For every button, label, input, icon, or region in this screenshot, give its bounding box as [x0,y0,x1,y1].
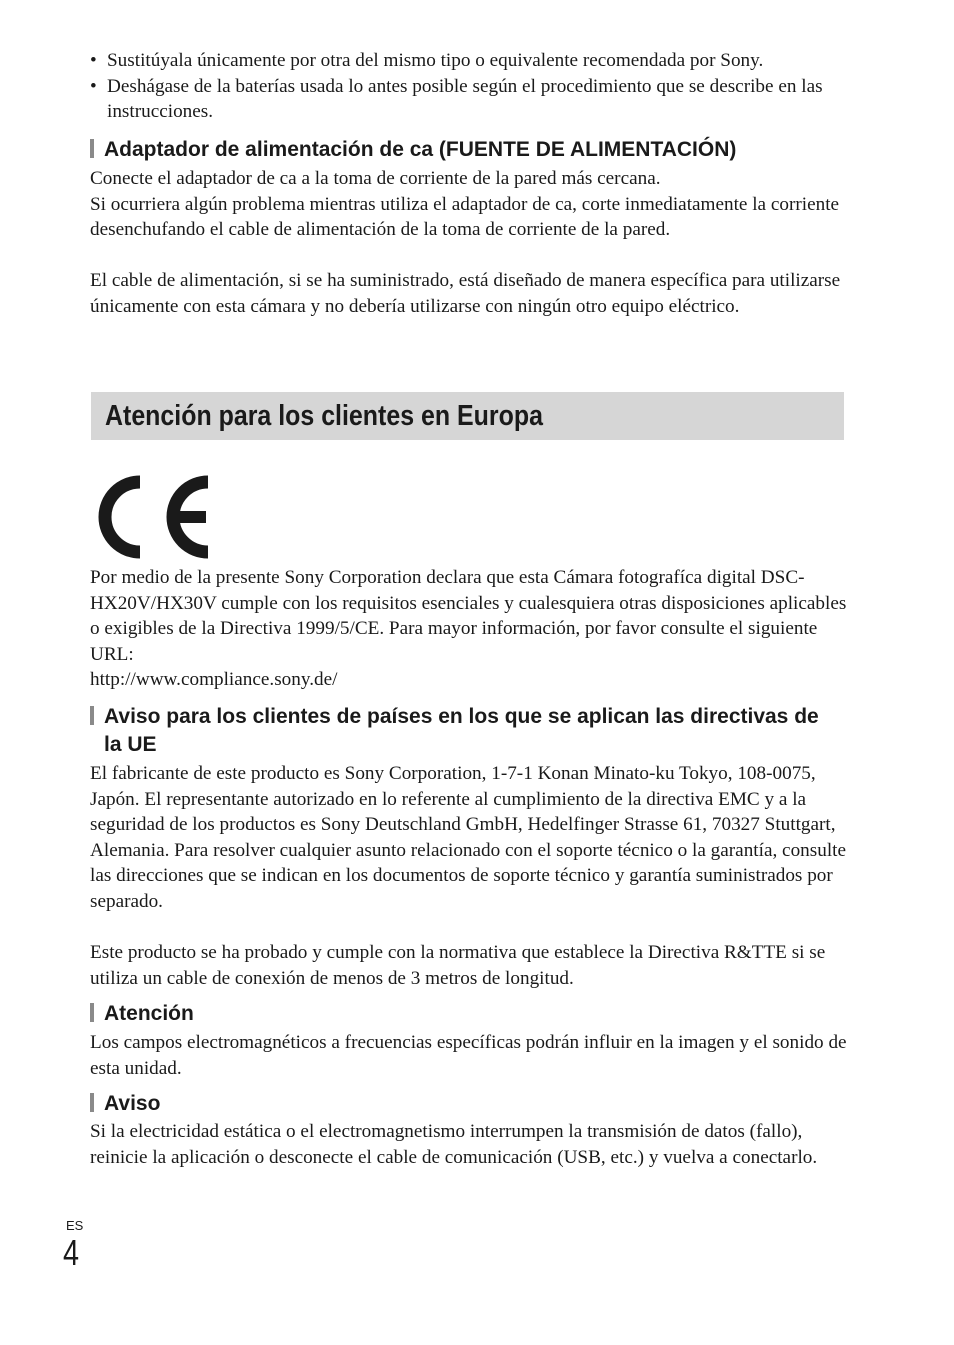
notice-heading-text: Aviso [104,1092,161,1115]
heading-bar-icon [90,1093,94,1112]
attention-heading [90,1000,194,1028]
attention-heading-text: Atención [104,1002,194,1025]
notice-text: Si la electricidad estática o el electromagnetismo interrumpen la transmisión de datos (fallo), reinicie la aplicación o desconecte el cable de comunicación (USB, etc.) y vuelva a conectarlo. [90,1121,818,1168]
adapter-paragraph-2: El cable de alimentación, si se ha suministrado, está diseñado de manera específica para utilizarse únicamente con esta cámara y no debería utilizarse con ningún otro equipo eléctrico. [90,270,841,317]
eu-notice-heading [90,703,824,759]
adapter-line-2: Si ocurriera algún problema mientras utiliza el adaptador de ca, corte inmediatamente la corriente desenchufando el cable de alimentación de la toma de corriente de la pared. [90,193,840,241]
bullet-item [90,48,850,74]
adapter-paragraph-1 [90,166,850,243]
bullet-dot-icon: • [90,50,97,71]
bullet-dot-icon: • [90,75,97,97]
adapter-line-1: Conecte el adaptador de ca a la toma de corriente de la pared más cercana. [90,168,661,189]
bullet-item [90,74,850,125]
page-number: 4 [63,1232,80,1273]
notice-heading [90,1090,160,1118]
adapter-heading [90,136,884,164]
declaration-paragraph [90,565,850,693]
language-code: ES [66,1218,84,1233]
europe-title: Atención para los clientes en Europa [105,400,543,432]
europe-banner [91,392,844,440]
eu-notice-paragraph-1: El fabricante de este producto es Sony Corporation, 1-7-1 Konan Minato-ku Tokyo, 108-0075, Japón. El representante autorizado en lo referente al cumplimiento de la directiva EMC y a la seguridad de los productos es Sony Deutschland GmbH, Hedelfinger Strasse 61, 70327 Stuttgart, Alemania. Para resolver cualquier asunto relacionado con el soporte técnico o la garantía, consulte las direcciones que se indican en los documentos de soporte técnico y garantía suministrados por separado. [90,763,847,912]
declaration-text: Por medio de la presente Sony Corporation declara que esta Cámara fotografíca digital DSC-HX20V/HX30V cumple con los requisitos esenciales y cualesquiera otras disposiciones aplicables o exigibles de la Directiva 1999/5/CE. Para mayor información, por favor consulte el siguiente URL: [90,567,847,665]
compliance-url: http://www.compliance.sony.de/ [90,669,338,691]
heading-bar-icon [90,706,94,725]
attention-text: Los campos electromagnéticos a frecuencias específicas podrán influir en la imagen y el sonido de esta unidad. [90,1032,847,1079]
eu-notice-paragraph-2: Este producto se ha probado y cumple con la normativa que establece la Directiva R&TTE si se utiliza un cable de conexión de menos de 3 metros de longitud. [90,942,826,989]
heading-bar-icon [90,1003,94,1022]
bullet-text: Deshágase de la baterías usada lo antes posible según el procedimiento que se describe en las instrucciones. [107,75,823,123]
bullet-text: Sustitúyala únicamente por otra del mismo tipo o equivalente recomendada por Sony. [107,50,764,71]
adapter-heading-text: Adaptador de alimentación de ca (FUENTE DE ALIMENTACIÓN) [104,138,737,161]
eu-notice-heading-text: Aviso para los clientes de países en los que se aplican las directivas de la UE [104,705,819,756]
heading-bar-icon [90,139,94,158]
ce-mark-icon [96,474,218,560]
bullet-list [90,48,850,125]
